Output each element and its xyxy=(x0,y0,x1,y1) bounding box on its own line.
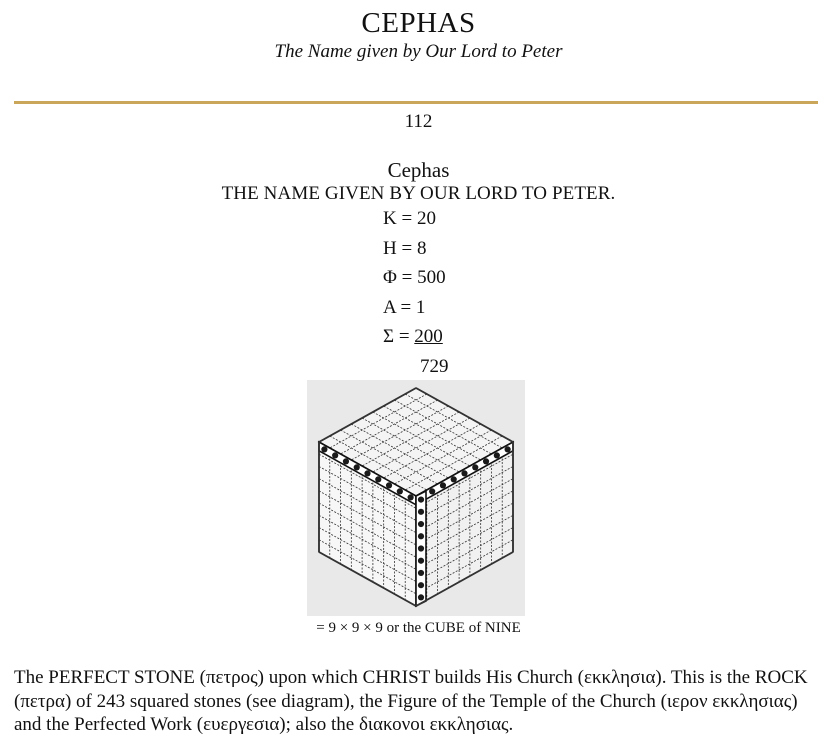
equation-line: K = 20 xyxy=(383,208,436,229)
cube-diagram xyxy=(307,380,525,616)
page-number: 112 xyxy=(404,111,433,132)
equation-value: 8 xyxy=(416,237,427,259)
equation-value: 500 xyxy=(417,267,446,288)
letter-value-list xyxy=(383,208,446,356)
sum-total: 729 xyxy=(420,356,449,377)
figure-caption: = 9 × 9 × 9 or the CUBE of NINE xyxy=(316,620,521,636)
header-divider xyxy=(14,101,818,104)
equation-letter: K xyxy=(383,208,397,229)
page-subtitle: The Name given by Our Lord to Peter xyxy=(274,41,563,62)
equation-letter: Φ xyxy=(383,267,397,288)
equation-line: Σ = 200 xyxy=(383,326,443,347)
equation-value: 200 xyxy=(414,326,443,347)
section-subtitle: THE NAME GIVEN BY OUR LORD TO PETER. xyxy=(221,183,616,204)
equation-letter: Σ xyxy=(383,326,395,347)
equation-letter: A xyxy=(383,296,396,318)
equation-value: 20 xyxy=(416,208,436,229)
cube-of-nine-illustration xyxy=(307,380,525,616)
equation-line: Φ = 500 xyxy=(383,267,446,288)
equation-line: A = 1 xyxy=(383,296,426,318)
body-paragraph: The PERFECT STONE (πετρος) upon which CHRIST builds His Church (εκκλησια). This is the ROCK (πετρα) of 243 squared stones (see diagram), the Figure of the Temple of the Church (ιερον εκκλησιας) and the Perfected Work (ευεργεσια); also the διακονοι εκκλησιας. xyxy=(14,667,808,735)
section-title: Cephas xyxy=(387,158,450,182)
equation-line: H = 8 xyxy=(383,237,427,259)
page-title: CEPHAS xyxy=(361,7,476,39)
equation-letter: H xyxy=(383,237,397,259)
equation-value: 1 xyxy=(415,296,426,318)
page-header xyxy=(0,6,837,64)
